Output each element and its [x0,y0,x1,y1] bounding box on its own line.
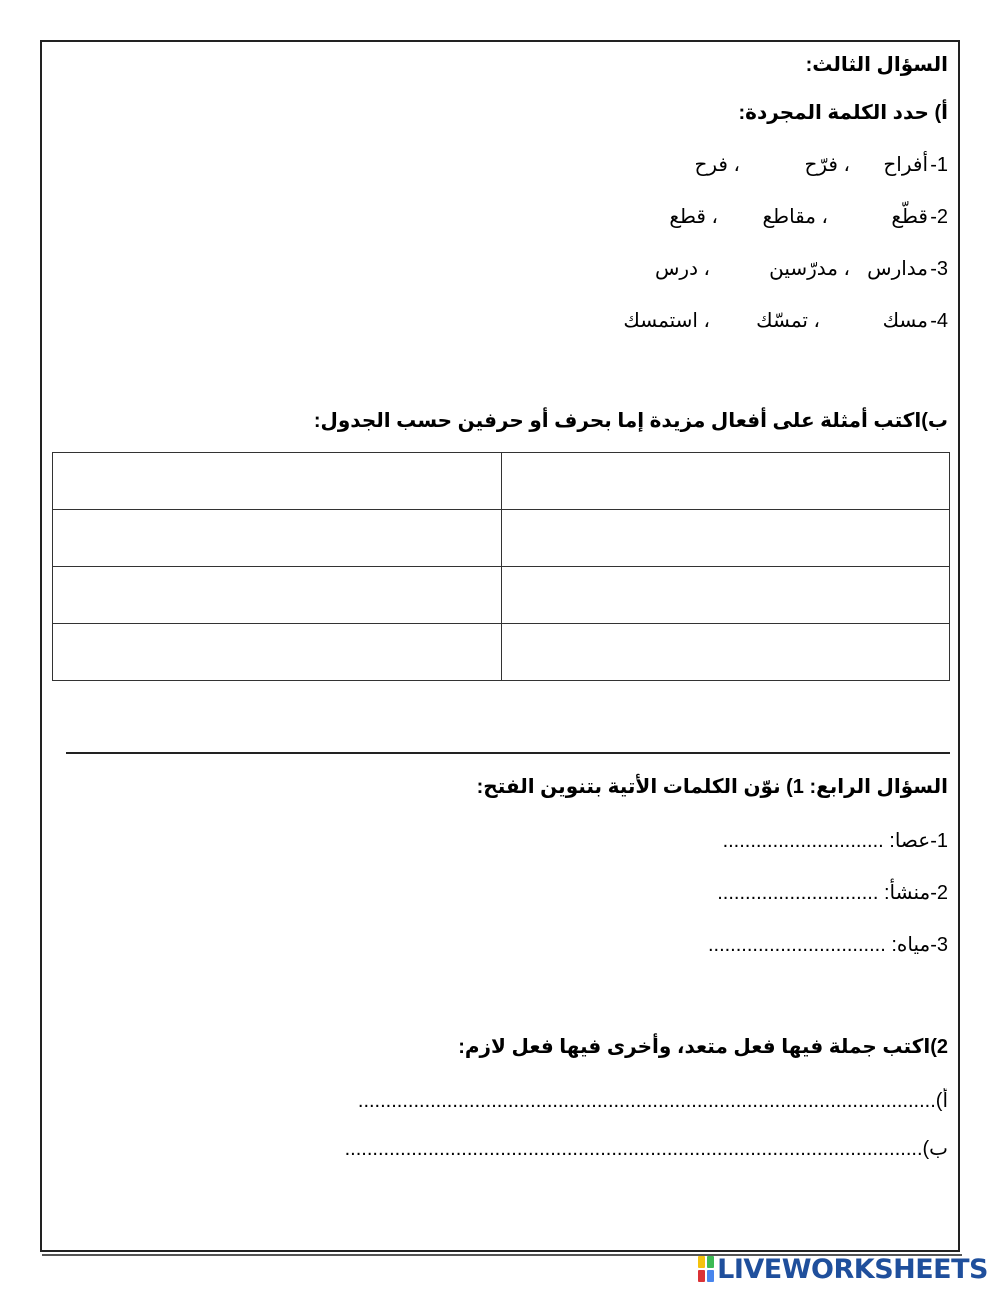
q3-item-num: 1- [930,154,948,176]
q3-item-word-1[interactable]: قطّع [891,206,928,228]
q3-item-word-3[interactable]: ، قطع [669,206,718,228]
q4-item-2 [717,880,948,906]
q4-part2-line-b [52,1136,948,1162]
q3-item-num: 3- [930,258,948,280]
q4-item-label: 2-منشأ: [883,882,948,904]
verbs-table [52,452,950,681]
liveworksheets-logo[interactable] [698,1254,988,1284]
table-cell[interactable] [53,510,502,567]
q3-item-word-2[interactable]: ، فرّح [804,154,850,176]
answer-blank[interactable]: ............................. [722,830,884,852]
table-cell[interactable] [501,453,950,510]
table-cell[interactable] [53,567,502,624]
answer-blank[interactable]: ........................................................................................................ [357,1090,936,1112]
q4-item-label: 1-عصا: [889,830,948,852]
q3-title: السؤال الثالث: [805,54,948,76]
answer-blank[interactable]: ................................ [707,934,886,956]
logo-icon [698,1256,714,1282]
table-cell[interactable] [53,453,502,510]
table-cell[interactable] [53,624,502,681]
table-row [53,510,950,567]
q3-item-word-1[interactable]: مدارس [867,258,928,280]
q3-item-word-3[interactable]: ، فرح [694,154,740,176]
brand-name: LIVEWORKSHEETS [717,1253,988,1285]
q3-item-word-2[interactable]: ، مقاطع [762,206,828,228]
q4-title: السؤال الرابع: 1) نوّن الكلمات الأتية بتنوين الفتح: [476,776,948,798]
table-cell[interactable] [501,510,950,567]
line-label: أ) [935,1090,948,1112]
table-cell[interactable] [501,567,950,624]
q3-item-word-3[interactable]: ، استمسك [623,310,710,332]
q3-item-word-1[interactable]: مسك [882,310,928,332]
line-label: ب) [922,1138,948,1160]
q3-item-word-3[interactable]: ، درس [655,258,710,280]
q3-part-a-instruction: أ) حدد الكلمة المجردة: [738,102,948,124]
q4-item-1 [723,828,948,854]
q3-item-word-2[interactable]: ، تمسّك [756,310,820,332]
q3-item-word-2[interactable]: ، مدرّسين [769,258,850,280]
table-row [53,453,950,510]
q3-part-b-instruction: ب)اكتب أمثلة على أفعال مزيدة إما بحرف أو حرفين حسب الجدول: [313,410,948,432]
table-cell[interactable] [501,624,950,681]
q4-part2-instruction: 2)اكتب جملة فيها فعل متعد، وأخرى فيها فعل لازم: [458,1036,948,1058]
q3-item-num: 4- [930,310,948,332]
section-divider [66,752,950,754]
table-row [53,567,950,624]
answer-blank[interactable]: ............................. [717,882,879,904]
q4-item-3 [708,932,948,958]
table-row [53,624,950,681]
q4-item-label: 3-مياه: [891,934,948,956]
q4-part2-line-a [52,1088,948,1114]
q3-item-num: 2- [930,206,948,228]
answer-blank[interactable]: ........................................................................................................ [344,1138,923,1160]
q3-item-word-1[interactable]: أفراح [883,154,928,176]
